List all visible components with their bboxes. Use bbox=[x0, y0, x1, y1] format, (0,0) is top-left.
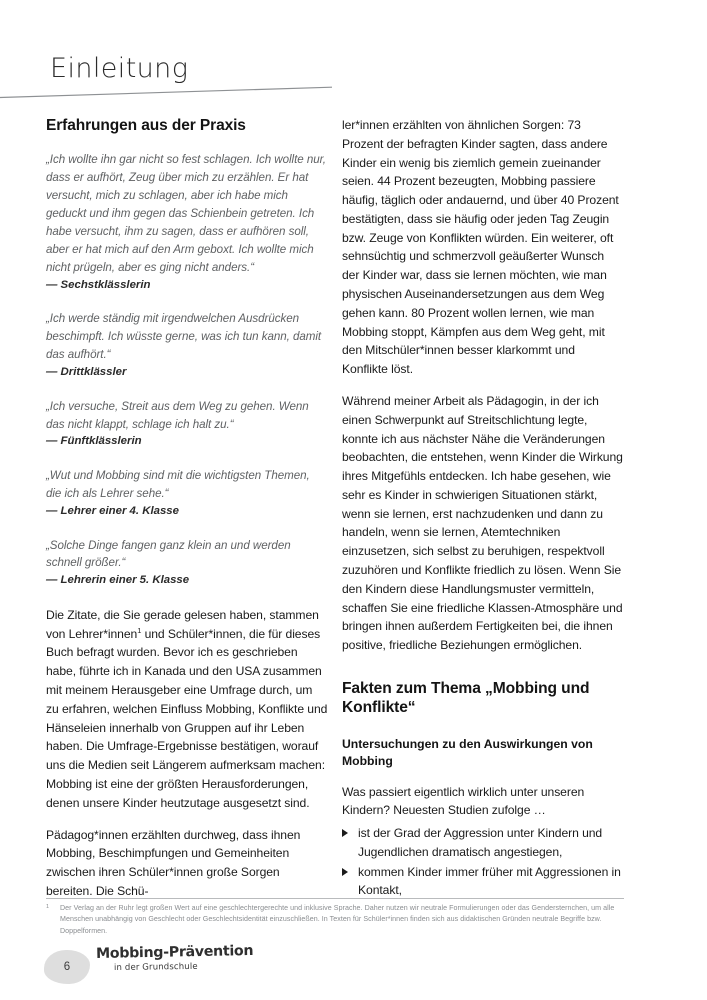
quote-block bbox=[46, 310, 328, 381]
left-column bbox=[46, 116, 328, 901]
body-paragraph: Während meiner Arbeit als Pädagogin, in der ich einen Schwerpunkt auf Streitschlichtung legte, konnte ich aus nächster Nähe die Veränderungen beobachten, die entstehen, wenn Kinder die Wirkung ihres Mitgefühls entdecken. Ich habe gesehen, wie sehr es Kinder in schwierigen Situationen stärkt, wenn sie lernen, erst nachzudenken und dann zu handeln, wenn sie lernen, Atemtechniken einzusetzen, sich selbst zu beruhigen, respektvoll zuzuhören und Konflikte friedlich zu lösen. Wenn Sie den Kindern diese Handlungsmuster vermitteln, schaffen Sie eine friedliche Klassen-Atmosphäre und bringen ihnen außerdem Fertigkeiten bei, die ihnen positive, friedliche Beziehungen ermöglichen. bbox=[342, 393, 623, 653]
quote-source: — Drittklässler bbox=[46, 366, 127, 379]
list-item-label: kommen Kinder immer früher mit Aggressionen in Kontakt, bbox=[358, 864, 621, 898]
page-number: 6 bbox=[63, 961, 71, 973]
book-logo bbox=[95, 942, 336, 974]
footnote-marker: 1 bbox=[46, 904, 50, 910]
subsection-heading-untersuchungen: Untersuchungen zu den Auswirkungen von Mobbing bbox=[342, 736, 593, 768]
footnote bbox=[46, 903, 626, 937]
list-item bbox=[342, 824, 624, 862]
list-item bbox=[342, 863, 624, 901]
quote-block bbox=[46, 398, 328, 451]
book-logo-title: Mobbing-Prävention bbox=[95, 942, 254, 962]
bullet-list bbox=[342, 824, 624, 900]
section-heading-erfahrungen: Erfahrungen aus der Praxis bbox=[46, 117, 246, 134]
body-paragraph bbox=[46, 606, 328, 813]
page-title: Einleitung bbox=[50, 53, 189, 84]
quote-block bbox=[46, 151, 328, 294]
quote-block bbox=[46, 537, 328, 590]
quote-block bbox=[46, 467, 328, 520]
triangle-bullet-icon bbox=[342, 868, 348, 876]
paragraph-text-lead: Die Zitate, die Sie gerade gelesen haben, stammen von Lehrer*innen bbox=[46, 607, 319, 641]
quote-text: „Ich werde ständig mit irgendwelchen Ausdrücken beschimpft. Ich wüsste gerne, was ich tun kann, damit das aufhört.“ bbox=[46, 312, 322, 362]
section-heading-fakten: Fakten zum Thema „Mobbing und Konflikte“ bbox=[342, 679, 590, 717]
footnote-divider bbox=[46, 898, 624, 899]
quote-text: „Ich wollte ihn gar nicht so fest schlagen. Ich wollte nur, dass er aufhört, Zeug über mich zu erzählen. Er hat versucht, mich zu schlagen, aber ich habe mich geduckt und ihm gegen das Schienbein getreten. Ich habe versucht, ihm zu sagen, dass er aufhören soll, aber er hat mich auf den Arm geboxt. Ich wollte mich nicht prügeln, aber es ging nicht anders.“ bbox=[46, 153, 326, 274]
right-column bbox=[342, 116, 624, 901]
footnote-text: Der Verlag an der Ruhr legt großen Wert auf eine geschlechtergerechte und inklusive Sprache. Daher nutzen wir neutrale Formulierungen oder das Gendersternchen, um alle Menschen unabhängig von Geschlecht oder Geschlechtsidentität einzuschließen. In Texten für Schüler*innen finden sich aus didaktischen Gründen neutrale Begriffe bzw. Doppelformen. bbox=[60, 904, 615, 935]
body-paragraph: Pädagog*innen erzählten durchweg, dass ihnen Mobbing, Beschimpfungen und Gemeinheiten zwischen ihren Schüler*innen große Sorgen bereiten. Die Schü- bbox=[46, 827, 301, 898]
quote-text: „Wut und Mobbing sind mit die wichtigsten Themen, die ich als Lehrer sehe.“ bbox=[46, 469, 310, 500]
title-underline-rule bbox=[0, 85, 332, 101]
quote-source: — Fünftklässlerin bbox=[46, 435, 142, 448]
quote-source: — Sechstklässlerin bbox=[46, 278, 151, 291]
book-logo-subtitle: in der Grundschule bbox=[113, 962, 198, 974]
paragraph-text-rest: und Schüler*innen, die für dieses Buch befragt wurden. Bevor ich es geschrieben habe, führte ich in Kanada und den USA zusammen mit meinem Herausgeber eine Umfrage durch, um zu erfahren, welchen Einfluss Mobbing, Konflikte und Hänseleien innerhalb von Gruppen auf ihr Leben haben. Die Umfrage-Ergebnisse bestätigen, worauf uns die Medien seit Längerem aufmerksam machen: Mobbing ist eine der größten Herausforderungen, denen unsere Kinder heutzutage ausgesetzt sind. bbox=[46, 626, 328, 810]
body-paragraph: Was passiert eigentlich wirklich unter unseren Kindern? Neuesten Studien zufolge … bbox=[342, 784, 585, 818]
list-item-label: ist der Grad der Aggression unter Kindern und Jugendlichen dramatisch angestiegen, bbox=[358, 826, 603, 859]
page-footer bbox=[40, 942, 340, 994]
quote-source: — Lehrer einer 4. Klasse bbox=[46, 504, 179, 517]
quote-text: „Ich versuche, Streit aus dem Weg zu gehen. Wenn das nicht klappt, schlage ich halt zu.“ bbox=[46, 399, 309, 431]
quote-source: — Lehrerin einer 5. Klasse bbox=[46, 574, 190, 587]
footnote-reference[interactable]: 1 bbox=[137, 625, 142, 635]
triangle-bullet-icon bbox=[342, 829, 348, 837]
body-paragraph: ler*innen erzählten von ähnlichen Sorgen: 73 Prozent der befragten Kinder sagten, dass andere Kinder ein wenig bis ziemlich gemein zueinander seien. 44 Prozent bezeugten, Mobbing passiere häufig, täglich oder andauernd, und über 40 Prozent bestätigten, dass sie häufig oder jeden Tag Zeugin bzw. Zeuge von Konflikten würden. Ein weiterer, oft sehnsüchtig und schmerzvoll geäußerter Wunsch der Kinder war, dass sie lernen möchten, wie man physischen Auseinandersetzungen aus dem Weg gehen kann. 80 Prozent wollen lernen, wie man Mobbing stoppt, Kämpfen aus dem Weg geht, mit den Mitschüler*innen besser klarkommt und Konflikte löst. bbox=[342, 118, 619, 377]
quote-text: „Solche Dinge fangen ganz klein an und werden schnell größer.“ bbox=[46, 538, 291, 570]
